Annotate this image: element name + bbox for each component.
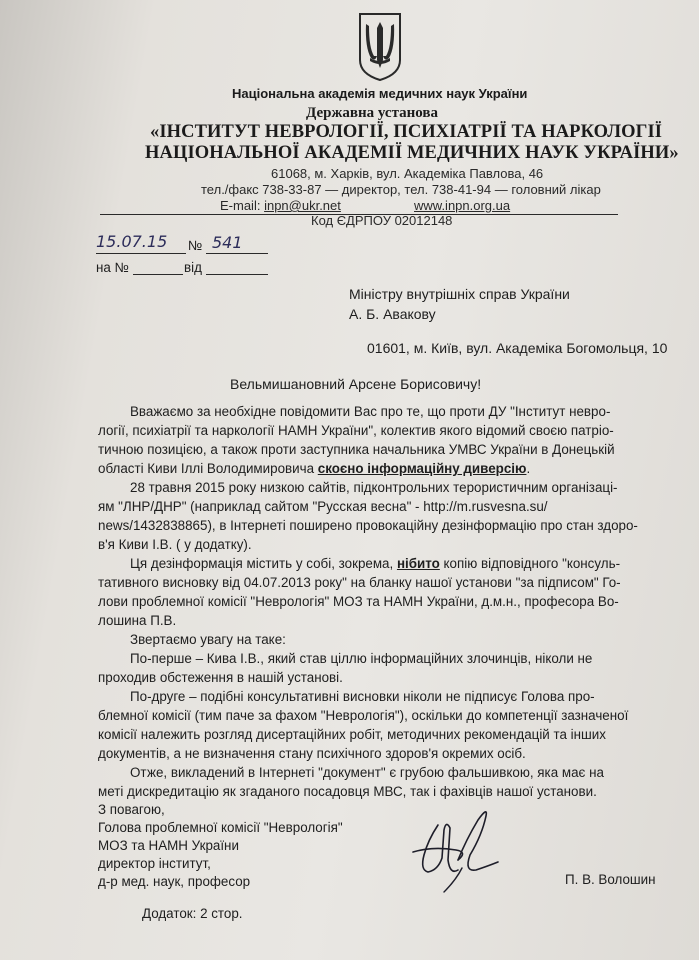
paragraph-6-line: блемної комісії (тим паче за фахом "Неврологія"), оскільки до компетенції зазначеної: [98, 708, 629, 723]
reply-to-label: на №: [96, 260, 129, 275]
reply-number-line: [133, 274, 183, 275]
date-underline: [96, 253, 186, 254]
coat-of-arms-icon: [357, 12, 403, 82]
recipient-title: Міністру внутрішніх справ України: [349, 286, 570, 302]
recipient-name: А. Б. Авакову: [349, 306, 436, 322]
paragraph-7-line: Отже, викладений в Інтернеті "документ" є грубою фальшивкою, яка має на: [130, 765, 604, 780]
email-label: E-mail:: [220, 198, 261, 213]
recipient-address: 01601, м. Київ, вул. Академіка Богомольця, 10: [367, 340, 668, 356]
outgoing-number-sign: №: [188, 238, 203, 253]
paragraph-2-line: в'я Киви І.В. ( у додатку).: [98, 537, 252, 552]
attachment-note: Додаток: 2 стор.: [142, 906, 243, 921]
institute-address: 61068, м. Харків, вул. Академіка Павлова, 46: [271, 166, 544, 181]
paragraph-1-line: тичною позицією, а також проти заступника начальника УМВС України в Донецькій: [98, 442, 615, 457]
paragraph-7-line: меті дискредитацію як згаданого посадовця МВС, так і фахівців нашої установи.: [98, 784, 597, 799]
academy-name: Національна академія медичних наук України: [232, 86, 528, 101]
paragraph-5-line: проходив обстеження в нашій установі.: [98, 670, 343, 685]
paragraph-6-line: документів, а не визначення стану психічного здоров'я окремих осіб.: [98, 746, 526, 761]
signer-title-line: МОЗ та НАМН України: [98, 838, 239, 853]
email-link[interactable]: inpn@ukr.net: [264, 198, 341, 213]
outgoing-number: 541: [212, 233, 243, 252]
paragraph-1-line: Вважаємо за необхідне повідомити Вас про те, що проти ДУ "Інститут невро-: [130, 404, 611, 419]
handwritten-signature: [398, 800, 518, 900]
institution-type: Державна установа: [306, 105, 438, 121]
institute-phones: тел./факс 738-33-87 — директор, тел. 738-41-94 — головний лікар: [201, 182, 601, 197]
paragraph-3-line: тативного висновку від 04.07.2013 року" на бланку нашої установи "за підписом" Го-: [98, 575, 621, 590]
website-link[interactable]: www.inpn.org.ua: [414, 198, 511, 213]
paragraph-1-last-line: області Киви Іллі Володимировича скоєно інформаційну диверсію.: [98, 461, 531, 476]
paragraph-3-line: лошина П.В.: [98, 613, 177, 628]
paragraph-2-line: 28 травня 2015 року низкою сайтів, підконтрольних терористичним організаці-: [130, 480, 618, 495]
allegedly-emphasis: нібито: [396, 556, 440, 571]
salutation: Вельмишановний Арсене Борисовичу!: [230, 376, 482, 392]
email-row: [220, 198, 341, 213]
paragraph-2-line: news/1432838865), в Інтернеті поширено провокаційну дезінформацію про стан здоро-: [98, 518, 638, 533]
signer-title-line: Голова проблемної комісії "Неврологія": [98, 820, 343, 835]
paragraph-5-line: По-перше – Кива І.В., який став ціллю інформаційних злочинців, ніколи не: [130, 651, 593, 666]
number-underline: [206, 253, 268, 254]
paragraph-4: Звертаємо увагу на таке:: [130, 632, 286, 647]
paragraph-6-line: комісії належить розгляд дисертаційних робіт, методичних рекомендацій та інших: [98, 727, 606, 742]
institute-name-line1: «ІНСТИТУТ НЕВРОЛОГІЇ, ПСИХІАТРІЇ ТА НАРКОЛОГІЇ: [150, 122, 663, 142]
diversion-emphasis: скоєно інформаційну диверсію: [317, 461, 527, 476]
signer-title-line: директор інститут,: [98, 856, 211, 871]
reply-from-label: від: [184, 260, 202, 275]
paragraph-6-line: По-друге – подібні консультативні висновки ніколи не підписує Голова про-: [130, 689, 595, 704]
paragraph-3-first-line: Ця дезінформація містить у собі, зокрема, нібито копію відповідного "консуль-: [130, 556, 621, 571]
paragraph-2-line: ям "ЛНР/ДНР" (наприклад сайтом "Русская весна" - http://m.rusvesna.su/: [98, 499, 548, 514]
edrpou-code: Код ЄДРПОУ 02012148: [311, 213, 453, 228]
reply-date-line: [206, 274, 268, 275]
paragraph-3-line: лови проблемної комісії "Неврологія" МОЗ та НАМН України, д.м.н., професора Во-: [98, 594, 619, 609]
signer-title-line: д-р мед. наук, професор: [98, 874, 251, 889]
paragraph-1-line: логії, психіатрії та наркології НАМН України", колектив якого відомий своєю патріо-: [98, 423, 614, 438]
institute-name-line2: НАЦІОНАЛЬНОЇ АКАДЕМІЇ МЕДИЧНИХ НАУК УКРАЇНИ»: [145, 143, 679, 163]
outgoing-date: 15.07.15: [96, 232, 168, 251]
closing-regards: З повагою,: [98, 802, 165, 817]
signer-name: П. В. Волошин: [565, 872, 656, 887]
